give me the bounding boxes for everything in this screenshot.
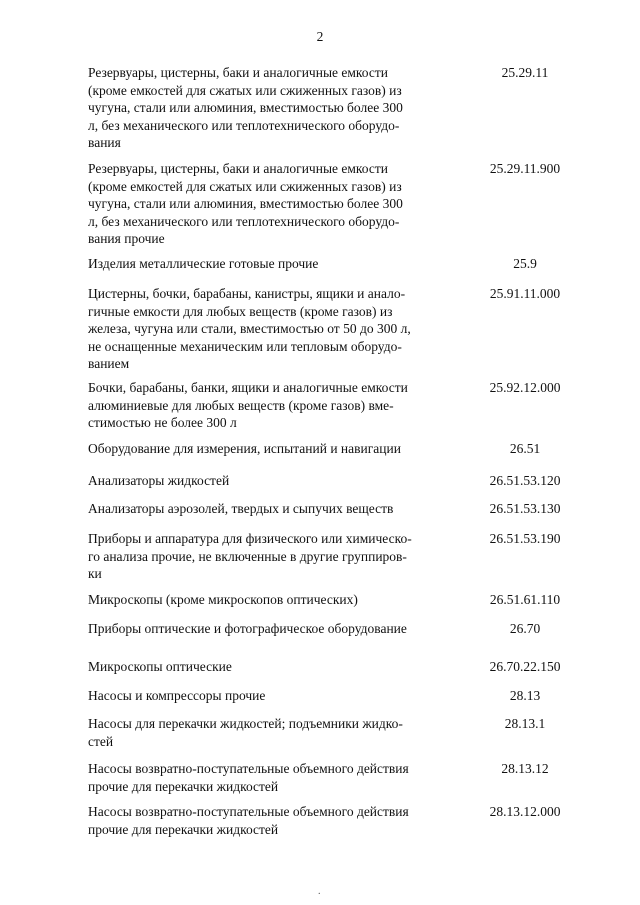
row-description: Насосы возвратно-поступательные объемного действия прочие для перекачки жидкостей: [88, 804, 409, 837]
row-code: 28.13.1: [504, 716, 546, 731]
row-code: 28.13.12.000: [489, 804, 561, 819]
row-code: 25.9: [513, 256, 537, 271]
row-code: 28.13: [509, 688, 541, 703]
row-description: Резервуары, цистерны, баки и аналогичные емкости (кроме емкостей для сжатых или сжиженных газов) из чугуна, стали или алюминия, вместимостью более 300 л, без механического или теплотехнического оборудо- вания: [88, 65, 403, 150]
footer-mark: .: [318, 886, 321, 897]
row-description: Приборы оптические и фотографическое оборудование: [88, 621, 407, 636]
row-description: Насосы и компрессоры прочие: [88, 688, 266, 703]
row-description: Насосы возвратно-поступательные объемного действия прочие для перекачки жидкостей: [88, 761, 409, 794]
row-code: 25.29.11.900: [489, 161, 561, 176]
row-code: 28.13.12: [501, 761, 549, 776]
row-description: Анализаторы жидкостей: [88, 473, 230, 488]
row-description: Анализаторы аэрозолей, твердых и сыпучих веществ: [88, 501, 394, 516]
row-code: 26.70: [509, 621, 541, 636]
row-description: Насосы для перекачки жидкостей; подъемники жидко- стей: [88, 716, 403, 749]
row-description: Приборы и аппаратура для физического или химическо- го анализа прочие, не включенные в другие группиров- ки: [88, 531, 412, 581]
row-description: Цистерны, бочки, барабаны, канистры, ящики и анало- гичные емкости для любых веществ (кроме газов) из железа, чугуна или стали, вместимостью от 50 до 300 л, не оснащенные механическим или тепловым оборудо- ванием: [88, 286, 411, 371]
row-code: 26.51: [509, 441, 541, 456]
row-description: Микроскопы оптические: [88, 659, 232, 674]
row-description: Оборудование для измерения, испытаний и навигации: [88, 441, 401, 456]
row-code: 26.51.61.110: [489, 592, 561, 607]
row-description: Микроскопы (кроме микроскопов оптических): [88, 592, 358, 607]
row-description: Резервуары, цистерны, баки и аналогичные емкости (кроме емкостей для сжатых или сжиженных газов) из чугуна, стали или алюминия, вместимостью более 300 л, без механического или теплотехнического оборудо- вания прочие: [88, 161, 403, 246]
row-description: Изделия металлические готовые прочие: [88, 256, 319, 271]
row-description: Бочки, барабаны, банки, ящики и аналогичные емкости алюминиевые для любых веществ (кроме газов) вме- стимостью не более 300 л: [88, 380, 408, 430]
row-code: 26.51.53.130: [489, 501, 561, 516]
row-code: 26.51.53.120: [489, 473, 561, 488]
row-code: 25.91.11.000: [489, 286, 561, 301]
page-number: 2: [316, 29, 324, 44]
row-code: 25.29.11: [501, 65, 549, 80]
row-code: 26.51.53.190: [489, 531, 561, 546]
row-code: 25.92.12.000: [489, 380, 561, 395]
row-code: 26.70.22.150: [489, 659, 561, 674]
